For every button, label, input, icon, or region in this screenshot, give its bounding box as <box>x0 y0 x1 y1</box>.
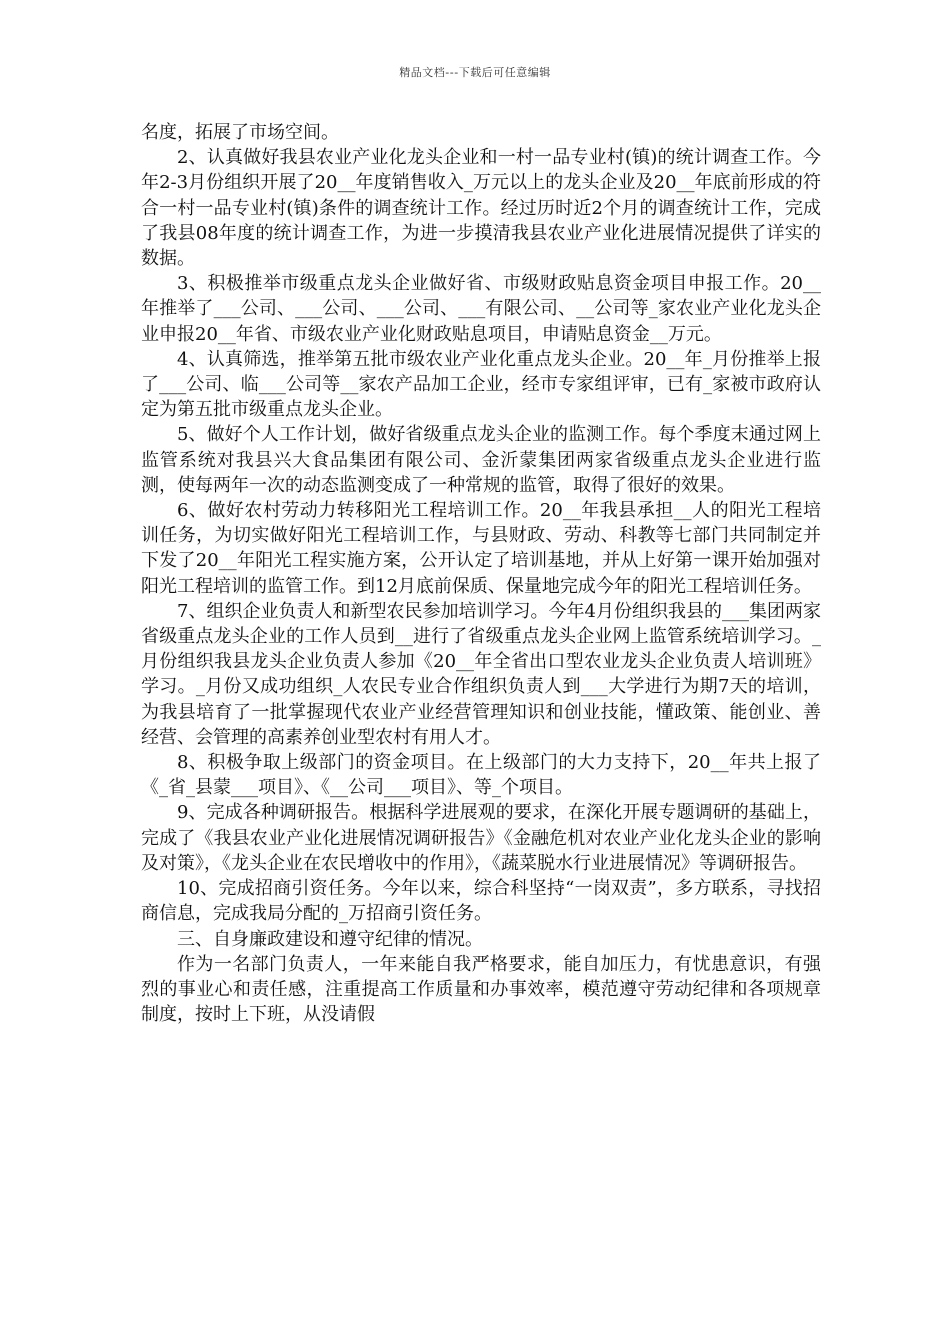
paragraph-item-4: 4、认真筛选，推举第五批市级农业产业化重点龙头企业。20__年_月份推举上报了___公司、临___公司等__家农产品加工企业，经市专家组评审，已有_家被市政府认定为第五批市级重点龙头企业。 <box>141 348 821 421</box>
paragraph-item-9: 9、完成各种调研报告。根据科学进展观的要求，在深化开展专题调研的基础上，完成了《我县农业产业化进展情况调研报告》《金融危机对农业产业化龙头企业的影响及对策》，《龙头企业在农民增收中的作用》，《蔬菜脱水行业进展情况》等调研报告。 <box>141 802 821 874</box>
document-body <box>141 120 821 1027</box>
page-header: 精品文档---下载后可任意编辑 <box>399 66 551 79</box>
paragraph-item-2: 2、认真做好我县农业产业化龙头企业和一村一品专业村(镇)的统计调查工作。今年2-3月份组织开展了20__年度销售收入_万元以上的龙头企业及20__年底前形成的符合一村一品专业村(镇)条件的调查统计工作。经过历时近2个月的调查统计工作，完成了我县08年度的统计调查工作，为进一步摸清我县农业产业化进展情况提供了详实的数据。 <box>141 147 821 270</box>
paragraph-item-6: 6、做好农村劳动力转移阳光工程培训工作。20__年我县承担__人的阳光工程培训任务，为切实做好阳光工程培训工作，与县财政、劳动、科教等七部门共同制定并下发了20__年阳光工程实施方案，公开认定了培训基地，并从上好第一课开始加强对阳光工程培训的监管工作。到12月底前保质、保量地完成今年的阳光工程培训任务。 <box>141 500 821 597</box>
paragraph-item-7: 7、组织企业负责人和新型农民参加培训学习。今年4月份组织我县的___集团两家省级重点龙头企业的工作人员到__进行了省级重点龙头企业网上监管系统培训学习。_月份组织我县龙头企业负责人参加《20__年全省出口型农业龙头企业负责人培训班》学习。_月份又成功组织_人农民专业合作组织负责人到___大学进行为期7天的培训，为我县培育了一批掌握现代农业产业经营管理知识和创业技能，懂政策、能创业、善经营、会管理的高素养创业型农村有用人才。 <box>141 600 821 748</box>
paragraph-item-5: 5、做好个人工作计划，做好省级重点龙头企业的监测工作。每个季度末通过网上监管系统对我县兴大食品集团有限公司、金沂蒙集团两家省级重点龙头企业进行监测，使每两年一次的动态监测变成了一种常规的监管，取得了很好的效果。 <box>141 424 821 496</box>
section-heading-3: 三、自身廉政建设和遵守纪律的情况。 <box>177 928 483 950</box>
paragraph-continuation: 名度，拓展了市场空间。 <box>141 122 339 143</box>
paragraph-self-discipline: 作为一名部门负责人，一年来能自我严格要求，能自加压力，有忧患意识，有强烈的事业心和责任感，注重提高工作质量和办事效率，模范遵守劳动纪律和各项规章制度，按时上下班，从没请假 <box>141 953 821 1026</box>
paragraph-item-8: 8、积极争取上级部门的资金项目。在上级部门的大力支持下，20__年共上报了《_省_县蒙___项目》、《__公司___项目》、等_个项目。 <box>141 752 821 799</box>
paragraph-item-3: 3、积极推举市级重点龙头企业做好省、市级财政贴息资金项目申报工作。20__年推举了___公司、___公司、___公司、___有限公司、__公司等_家农业产业化龙头企业申报20__年省、市级农业产业化财政贴息项目，申请贴息资金__万元。 <box>141 273 821 345</box>
paragraph-item-10: 10、完成招商引资任务。今年以来，综合科坚持“一岗双责”，多方联系，寻找招商信息，完成我局分配的_万招商引资任务。 <box>141 878 821 925</box>
